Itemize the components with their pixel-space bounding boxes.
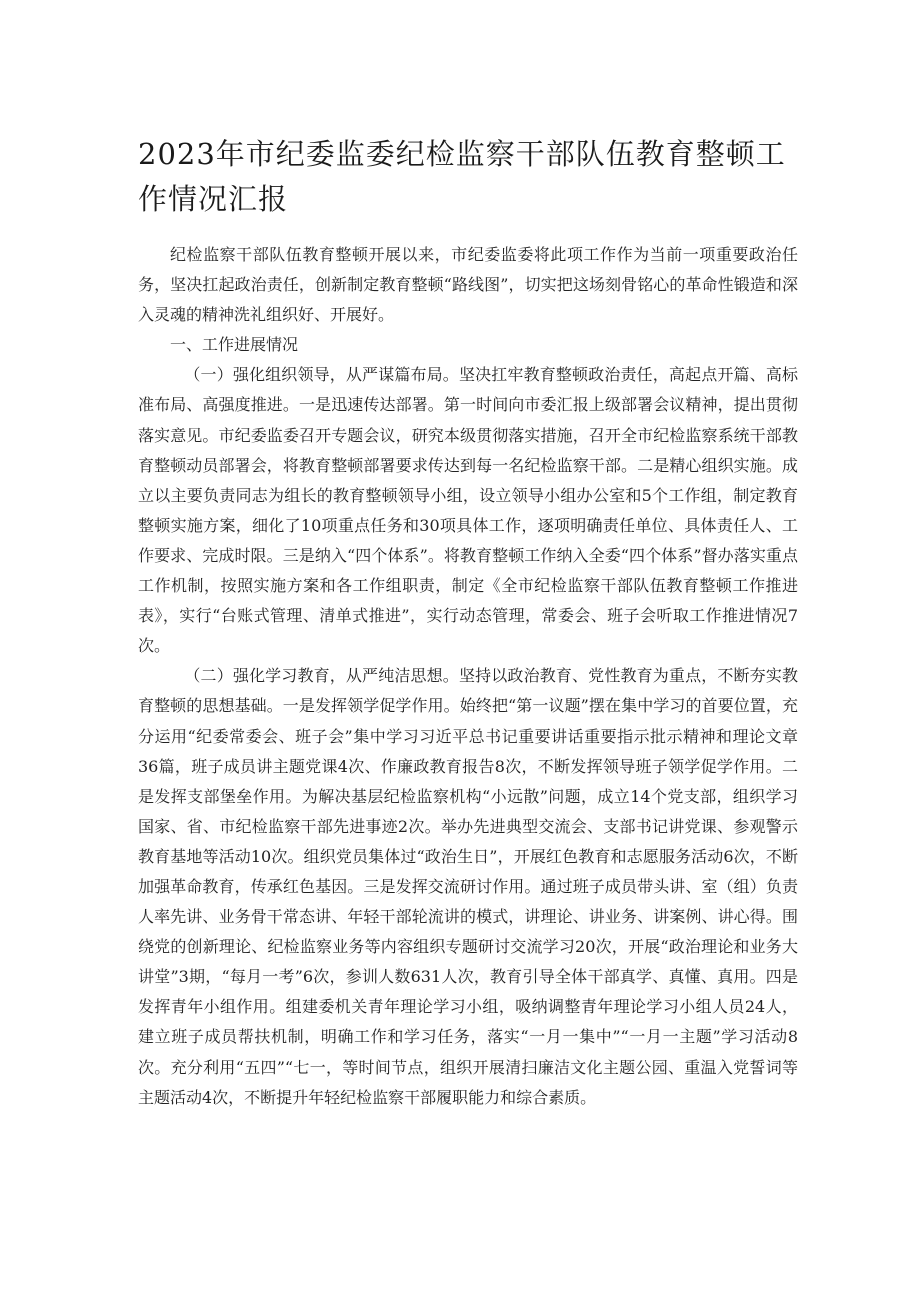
subsection-paragraph-1: （一）强化组织领导，从严谋篇布局。坚决扛牢教育整顿政治责任，高起点开篇、高标准布局、高强度推进。一是迅速传达部署。第一时间向市委汇报上级部署会议精神，提出贯彻落实意见。市纪委监委召开专题会议，研究本级贯彻落实措施，召开全市纪检监察系统干部教育整顿动员部署会，将教育整顿部署要求传达到每一名纪检监察干部。二是精心组织实施。成立以主要负责同志为组长的教育整顿领导小组，设立领导小组办公室和5个工作组，制定教育整顿实施方案，细化了10项重点任务和30项具体工作，逐项明确责任单位、具体责任人、工作要求、完成时限。三是纳入“四个体系”。将教育整顿工作纳入全委“四个体系”督办落实重点工作机制，按照实施方案和各工作组职责，制定《全市纪检监察干部队伍教育整顿工作推进表》，实行“台账式管理、清单式推进”，实行动态管理，常委会、班子会听取工作推进情况7次。: [138, 365, 798, 656]
document-body: [138, 240, 798, 1113]
intro-paragraph: 纪检监察干部队伍教育整顿开展以来，市纪委监委将此项工作作为当前一项重要政治任务，坚决扛起政治责任，创新制定教育整顿“路线图”，切实把这场刻骨铭心的革命性锻造和深入灵魂的精神洗礼组织好、开展好。: [138, 245, 798, 325]
document-title: 2023年市纪委监委纪检监察干部队伍教育整顿工作情况汇报: [138, 137, 786, 216]
section-heading: 一、工作进展情况: [170, 335, 299, 355]
subsection-paragraph-2: （二）强化学习教育，从严纯洁思想。坚持以政治教育、党性教育为重点，不断夯实教育整顿的思想基础。一是发挥领学促学作用。始终把“第一议题”摆在集中学习的首要位置，充分运用“纪委常委会、班子会”集中学习习近平总书记重要讲话重要指示批示精神和理论文章36篇，班子成员讲主题党课4次、作廉政教育报告8次，不断发挥领导班子领学促学作用。二是发挥支部堡垒作用。为解决基层纪检监察机构“小远散”问题，成立14个党支部，组织学习国家、省、市纪检监察干部先进事迹2次。举办先进典型交流会、支部书记讲党课、参观警示教育基地等活动10次。组织党员集体过“政治生日”，开展红色教育和志愿服务活动6次，不断加强革命教育，传承红色基因。三是发挥交流研讨作用。通过班子成员带头讲、室（组）负责人率先讲、业务骨干常态讲、年轻干部轮流讲的模式，讲理论、讲业务、讲案例、讲心得。围绕党的创新理论、纪检监察业务等内容组织专题研讨交流学习20次，开展“政治理论和业务大讲堂”3期，“每月一考”6次，参训人数631人次，教育引导全体干部真学、真懂、真用。四是发挥青年小组作用。组建委机关青年理论学习小组，吸纳调整青年理论学习小组人员24人，建立班子成员帮扶机制，明确工作和学习任务，落实“一月一集中”“一月一主题”学习活动8次。充分利用“五四”“七一，等时间节点，组织开展清扫廉洁文化主题公园、重温入党誓词等主题活动4次，不断提升年轻纪检监察干部履职能力和综合素质。: [138, 666, 798, 1107]
